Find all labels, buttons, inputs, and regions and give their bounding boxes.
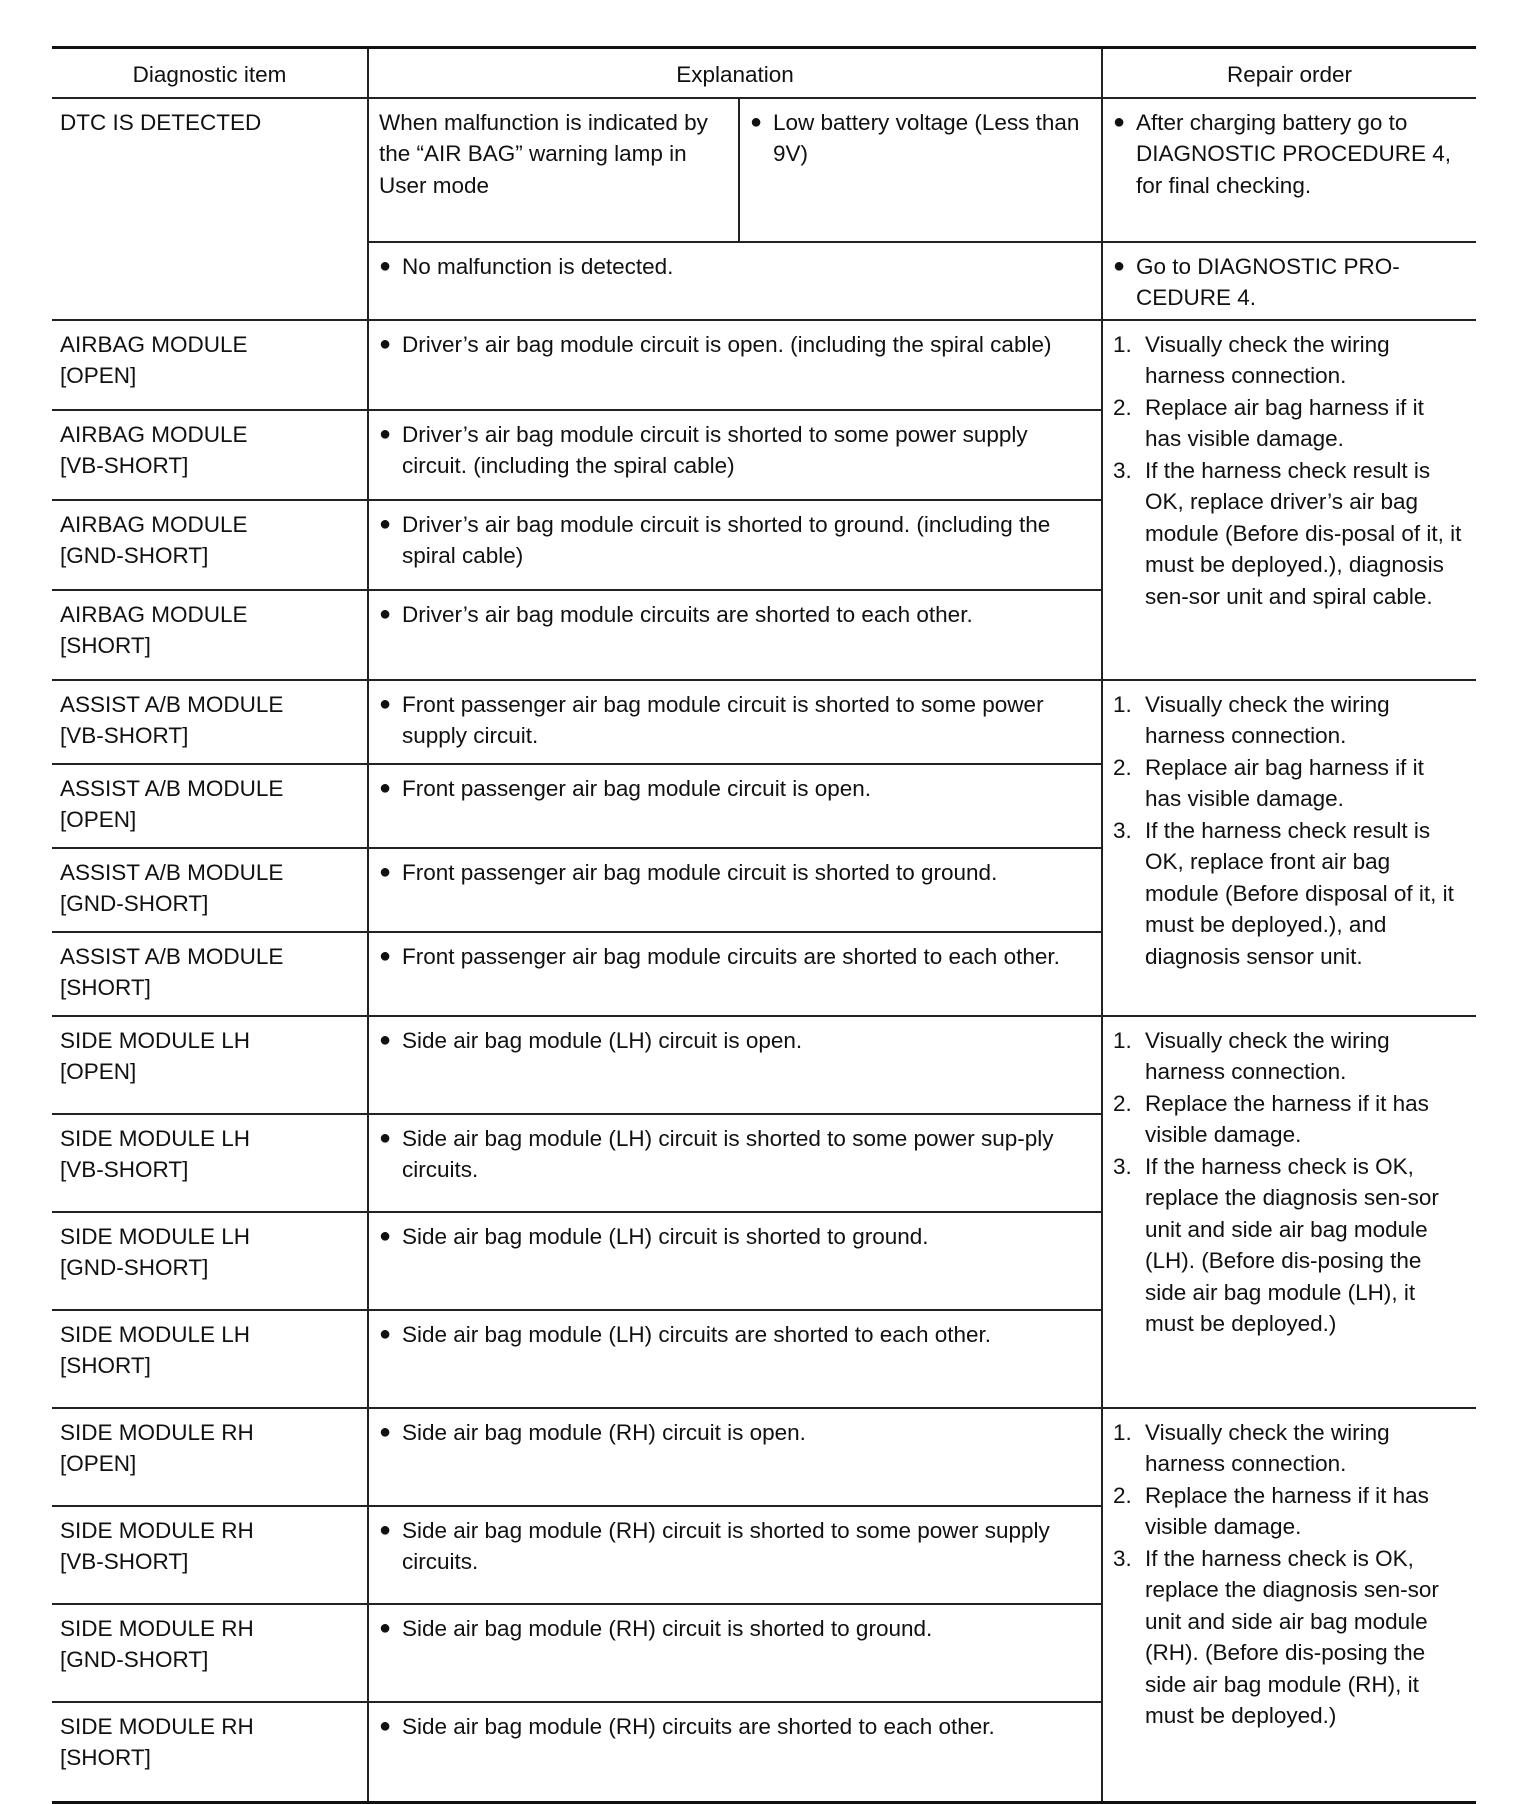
repair-step [1113, 1151, 1466, 1340]
explanation [368, 1310, 1102, 1408]
repair-order [1102, 680, 1476, 1016]
diagnostic-item-line: [SHORT] [60, 633, 151, 658]
diagnostic-item [52, 320, 368, 410]
diagnostic-item [52, 848, 368, 932]
repair-step [1113, 752, 1466, 815]
step-number: 1. [1113, 1419, 1132, 1445]
table-row [52, 680, 1476, 764]
repair-step [1113, 815, 1466, 973]
diagnostic-item [52, 1506, 368, 1604]
dtc-low-battery: ● Low battery voltage (Less than 9V) [739, 98, 1102, 242]
explanation [368, 410, 1102, 500]
diagnostic-item-line: SIDE MODULE RH [60, 1615, 254, 1641]
repair-step [1113, 455, 1466, 613]
explanation-text: Side air bag module (RH) circuit is shorted to ground. [402, 1615, 933, 1641]
bullet-icon: ● [379, 776, 392, 799]
explanation [368, 1604, 1102, 1702]
bullet-icon: ● [1113, 110, 1126, 133]
diagnostic-item-line: SIDE MODULE RH [60, 1517, 254, 1543]
diagnostic-item-line: ASSIST A/B MODULE [60, 691, 284, 717]
diagnostic-item-line: AIRBAG MODULE [60, 601, 248, 627]
explanation [368, 848, 1102, 932]
diagnostic-item-line: AIRBAG MODULE [60, 511, 248, 537]
diagnostic-item-line: SIDE MODULE RH [60, 1713, 254, 1739]
diagnostic-item [52, 1212, 368, 1310]
bullet-icon: ● [379, 1518, 392, 1541]
table-row [52, 1408, 1476, 1506]
explanation [368, 932, 1102, 1016]
step-number: 1. [1113, 691, 1132, 717]
diagnostic-item-line: [VB-SHORT] [60, 1549, 189, 1574]
step-text: Replace air bag harness if it has visible damage. [1145, 394, 1424, 451]
diagnostic-item [52, 410, 368, 500]
diagnostic-item [52, 1114, 368, 1212]
repair-step [1113, 1025, 1466, 1088]
diagnostic-item [52, 1310, 368, 1408]
diagnostic-item-line: AIRBAG MODULE [60, 331, 248, 357]
bullet-icon: ● [379, 1420, 392, 1443]
bullet-icon: ● [379, 254, 392, 277]
diagnostic-item [52, 1604, 368, 1702]
bullet-icon: ● [379, 1714, 392, 1737]
diagnostic-item-line: [SHORT] [60, 1353, 151, 1378]
explanation-text: Front passenger air bag module circuits are shorted to each other. [402, 943, 1060, 969]
diagnostic-item-line: [SHORT] [60, 975, 151, 1000]
diagnostic-item-line: [GND-SHORT] [60, 1647, 209, 1672]
step-number: 2. [1113, 754, 1132, 780]
repair-step [1113, 689, 1466, 752]
diagnostic-item-line: [SHORT] [60, 1745, 151, 1770]
diagnostic-table [52, 46, 1476, 1804]
bullet-icon: ● [379, 1028, 392, 1051]
diagnostic-item-line: ASSIST A/B MODULE [60, 943, 284, 969]
dtc-low-battery-repair: ● After charging battery go to DIAGNOSTIC PROCEDURE 4, for final checking. [1102, 98, 1476, 242]
repair-step [1113, 1417, 1466, 1480]
step-number: 2. [1113, 1482, 1132, 1508]
header-repair-order: Repair order [1102, 48, 1476, 98]
step-text: Visually check the wiring harness connection. [1145, 1419, 1390, 1476]
step-number: 1. [1113, 1027, 1132, 1053]
diagnostic-item-line: [OPEN] [60, 1059, 137, 1084]
diagnostic-item-line: SIDE MODULE LH [60, 1125, 251, 1151]
table-row [52, 1016, 1476, 1114]
repair-order [1102, 1016, 1476, 1408]
explanation-text: Driver’s air bag module circuit is shorted to some power supply circuit. (including the spiral cable) [402, 421, 1028, 478]
repair-step [1113, 329, 1466, 392]
bullet-icon: ● [1113, 254, 1126, 277]
bullet-icon: ● [379, 1224, 392, 1247]
diagnostic-item [52, 1702, 368, 1803]
step-text: Visually check the wiring harness connection. [1145, 691, 1390, 748]
bullet-icon: ● [379, 692, 392, 715]
bullet-icon: ● [379, 332, 392, 355]
explanation-text: Side air bag module (LH) circuit is open. [402, 1027, 803, 1053]
diagnostic-item [52, 1408, 368, 1506]
explanation [368, 1408, 1102, 1506]
diagnostic-item-line: SIDE MODULE RH [60, 1419, 254, 1445]
repair-step [1113, 1480, 1466, 1543]
explanation-text: Side air bag module (RH) circuit is open. [402, 1419, 806, 1445]
bullet-icon: ● [379, 512, 392, 535]
diagnostic-item-line: ASSIST A/B MODULE [60, 859, 284, 885]
explanation-text: Front passenger air bag module circuit is open. [402, 775, 871, 801]
bullet-icon: ● [379, 422, 392, 445]
step-number: 3. [1113, 817, 1132, 843]
explanation [368, 1114, 1102, 1212]
explanation [368, 1506, 1102, 1604]
step-text: If the harness check is OK, replace the diagnosis sen-sor unit and side air bag module (LH). (Before dis-posing the side air bag module (LH), it must be deployed.) [1145, 1153, 1439, 1336]
diagnostic-item [52, 590, 368, 680]
explanation-text: Side air bag module (LH) circuits are shorted to each other. [402, 1321, 992, 1347]
diagnostic-item-line: [OPEN] [60, 363, 137, 388]
repair-step [1113, 1543, 1466, 1732]
diagnostic-item [52, 932, 368, 1016]
repair-step [1113, 1088, 1466, 1151]
explanation [368, 680, 1102, 764]
explanation [368, 500, 1102, 590]
step-text: Replace the harness if it has visible damage. [1145, 1090, 1429, 1147]
diagnostic-item-line: [OPEN] [60, 807, 137, 832]
repair-order [1102, 1408, 1476, 1803]
table-row [52, 320, 1476, 410]
step-number: 3. [1113, 457, 1132, 483]
bullet-icon: ● [379, 1616, 392, 1639]
diagnostic-item-line: [VB-SHORT] [60, 1157, 189, 1182]
step-text: If the harness check is OK, replace the diagnosis sen-sor unit and side air bag module (RH). (Before dis-posing the side air bag module (RH), it must be deployed.) [1145, 1545, 1439, 1728]
bullet-icon: ● [379, 1322, 392, 1345]
dtc-no-malfunction-repair: ● Go to DIAGNOSTIC PRO-CEDURE 4. [1102, 242, 1476, 320]
explanation-text: Front passenger air bag module circuit is shorted to ground. [402, 859, 998, 885]
dtc-user-mode: When malfunction is indicated by the “AIR BAG” warning lamp in User mode [368, 98, 739, 242]
explanation [368, 1702, 1102, 1803]
bullet-icon: ● [379, 944, 392, 967]
explanation-text: Driver’s air bag module circuits are shorted to each other. [402, 601, 973, 627]
diagnostic-item-line: SIDE MODULE LH [60, 1223, 251, 1249]
diagnostic-item-line: [VB-SHORT] [60, 453, 189, 478]
diagnostic-item [52, 500, 368, 590]
explanation-text: Side air bag module (RH) circuit is shorted to some power supply circuits. [402, 1517, 1050, 1574]
step-text: If the harness check result is OK, replace driver’s air bag module (Before dis-posal of it, it must be deployed.), diagnosis sen-sor unit and spiral cable. [1145, 457, 1462, 609]
diagnostic-item-line: AIRBAG MODULE [60, 421, 248, 447]
diagnostic-item-line: [GND-SHORT] [60, 543, 209, 568]
diagnostic-item-line: SIDE MODULE LH [60, 1321, 251, 1347]
step-text: Replace air bag harness if it has visible damage. [1145, 754, 1424, 811]
explanation-text: Driver’s air bag module circuit is shorted to ground. (including the spiral cable) [402, 511, 1051, 568]
step-text: Visually check the wiring harness connection. [1145, 331, 1390, 388]
diagnostic-item-line: [GND-SHORT] [60, 1255, 209, 1280]
explanation [368, 1016, 1102, 1114]
diagnostic-item [52, 1016, 368, 1114]
step-number: 2. [1113, 394, 1132, 420]
diagnostic-item-line: ASSIST A/B MODULE [60, 775, 284, 801]
header-diagnostic-item: Diagnostic item [52, 48, 368, 98]
explanation-text: Front passenger air bag module circuit is shorted to some power supply circuit. [402, 691, 1044, 748]
step-text: Visually check the wiring harness connection. [1145, 1027, 1390, 1084]
diagnostic-item-line: SIDE MODULE LH [60, 1027, 251, 1053]
repair-step [1113, 392, 1466, 455]
step-number: 3. [1113, 1545, 1132, 1571]
diagnostic-item [52, 764, 368, 848]
step-number: 2. [1113, 1090, 1132, 1116]
step-text: If the harness check result is OK, replace front air bag module (Before disposal of it, it must be deployed.), and diagnosis sensor unit. [1145, 817, 1454, 969]
bullet-icon: ● [379, 1126, 392, 1149]
explanation [368, 590, 1102, 680]
header-row [52, 48, 1476, 98]
bullet-icon: ● [750, 110, 763, 133]
diagnostic-item [52, 680, 368, 764]
explanation-text: Side air bag module (LH) circuit is shorted to ground. [402, 1223, 929, 1249]
explanation-text: Driver’s air bag module circuit is open. (including the spiral cable) [402, 331, 1052, 357]
explanation [368, 1212, 1102, 1310]
explanation-text: Side air bag module (RH) circuits are shorted to each other. [402, 1713, 995, 1739]
step-text: Replace the harness if it has visible damage. [1145, 1482, 1429, 1539]
bullet-icon: ● [379, 602, 392, 625]
dtc-row [52, 98, 1476, 242]
step-number: 1. [1113, 331, 1132, 357]
dtc-item: DTC IS DETECTED [52, 98, 368, 320]
explanation [368, 320, 1102, 410]
bullet-icon: ● [379, 860, 392, 883]
diagnostic-item-line: [GND-SHORT] [60, 891, 209, 916]
explanation-text: Side air bag module (LH) circuit is shorted to some power sup-ply circuits. [402, 1125, 1054, 1182]
dtc-no-malfunction: ● No malfunction is detected. [368, 242, 1102, 320]
step-number: 3. [1113, 1153, 1132, 1179]
diagnostic-item-line: [OPEN] [60, 1451, 137, 1476]
diagnostic-item-line: [VB-SHORT] [60, 723, 189, 748]
header-explanation: Explanation [368, 48, 1102, 98]
repair-order [1102, 320, 1476, 680]
explanation [368, 764, 1102, 848]
